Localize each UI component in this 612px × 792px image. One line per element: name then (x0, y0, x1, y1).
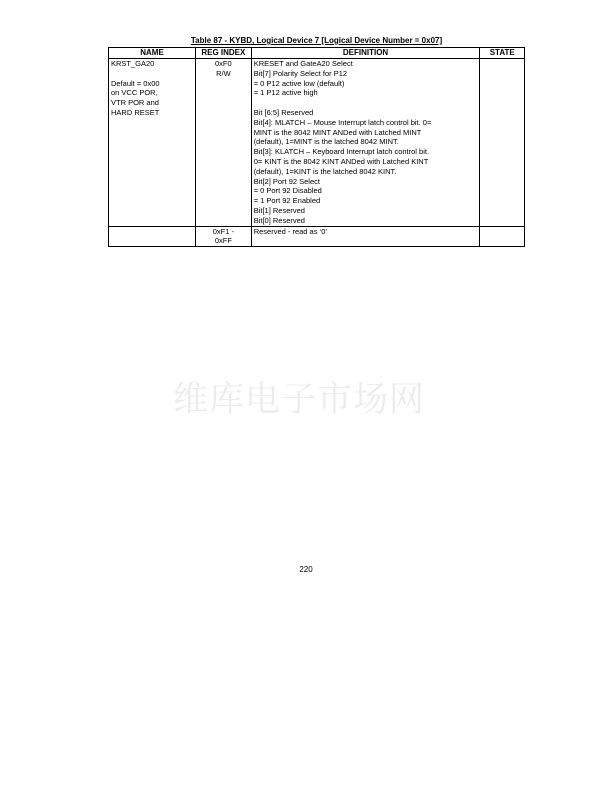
definition-spacer (254, 98, 478, 108)
definition-line: (default), 1=KINT is the latched 8042 KINT. (253, 166, 397, 176)
table-caption: Table 87 - KYBD, Logical Device 7 [Logical Device Number = 0x07] (190, 36, 443, 45)
definition-line: Bit[0] Reserved (253, 215, 305, 225)
cell-state (480, 59, 525, 227)
name-line: VTR POR and (111, 98, 159, 108)
definition-line: (default), 1=MINT is the latched 8042 MINT. (253, 137, 399, 147)
watermark: 维库电子市场网 (173, 380, 426, 420)
definition-line: Bit[2] Port 92 Select (253, 176, 320, 186)
table-row (109, 226, 525, 247)
index-line: 0xF1 - (212, 226, 234, 236)
definition-line: Bit[1] Reserved (253, 205, 305, 215)
definition-line: = 1 Port 92 Enabled (253, 196, 321, 206)
definition-line: Bit [6:5] Reserved (253, 107, 314, 117)
name-line: on VCC POR, (111, 88, 158, 98)
definition-line: = 0 P12 active low (default) (253, 78, 345, 88)
definition-line: KRESET and GateA20 Select (253, 59, 353, 68)
name-line: KRST_GA20 (111, 59, 155, 68)
name-line: HARD RESET (111, 107, 160, 117)
header-definition: DEFINITION (251, 48, 480, 59)
cell-reg-index (196, 226, 252, 247)
definition-line: Bit[4]: MLATCH – Mouse Interrupt latch control bit. 0= (253, 117, 432, 127)
name-line: Default = 0x00 (111, 78, 160, 88)
index-line: 0xF0 (215, 59, 232, 68)
header-state: STATE (480, 48, 525, 59)
definition-line: 0= KINT is the 8042 KINT ANDed with Latched KINT (253, 156, 429, 166)
definition-line: = 0 Port 92 Disabled (253, 186, 322, 196)
cell-name (109, 226, 196, 247)
cell-name (109, 59, 196, 227)
index-line: 0xFF (214, 236, 232, 246)
definition-line: Reserved - read as ‘0’ (253, 226, 328, 236)
register-table (108, 47, 525, 247)
definition-line: = 1 P12 active high (253, 88, 318, 98)
cell-state (480, 226, 525, 247)
definition-line: Bit[3]: KLATCH – Keyboard Interrupt latch control bit. (253, 147, 430, 157)
header-reg-index: REG INDEX (196, 48, 252, 59)
cell-definition (251, 226, 480, 247)
definition-line: MINT is the 8042 MINT ANDed with Latched MINT (253, 127, 422, 137)
header-name: NAME (109, 48, 196, 59)
cell-definition (251, 59, 480, 227)
page-number: 220 (299, 565, 313, 574)
definition-line: Bit[7] Polarity Select for P12 (253, 68, 348, 78)
index-line: R/W (216, 68, 231, 78)
cell-reg-index (196, 59, 252, 227)
table-row (109, 59, 525, 227)
table-header-row (109, 48, 525, 59)
name-spacer (111, 69, 193, 79)
